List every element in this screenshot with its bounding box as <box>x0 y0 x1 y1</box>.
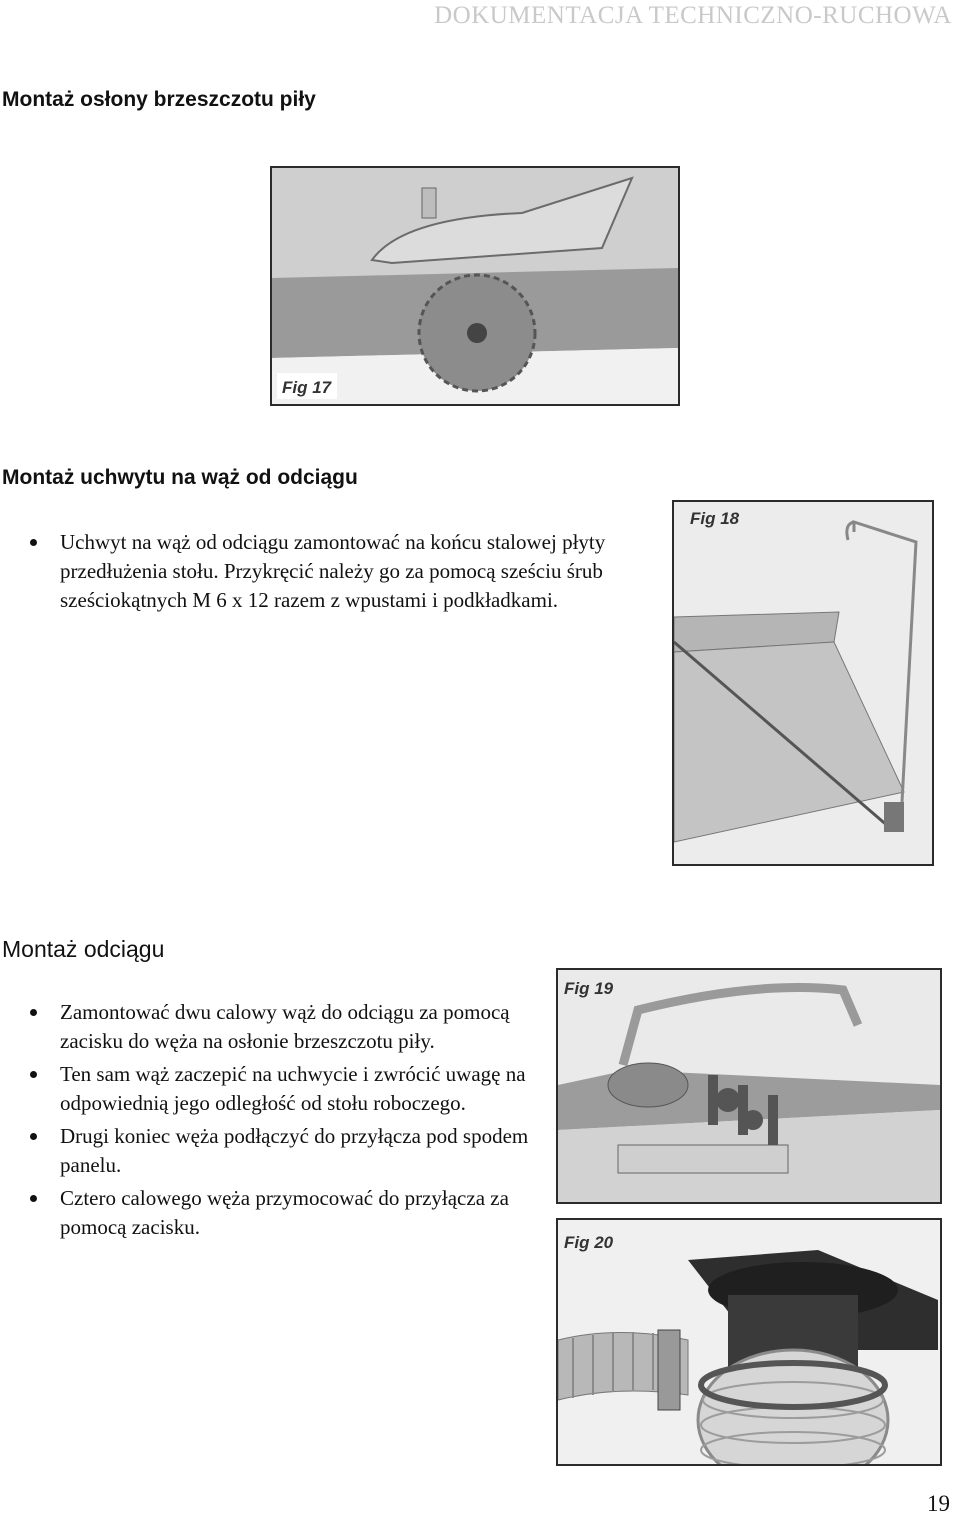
fig18-label: Fig 18 <box>690 509 740 528</box>
figure-17-image <box>272 168 678 404</box>
list-item: Zamontować dwu calowy wąż do odciągu za pomocą zacisku do węża na osłonie brzeszczotu piły. <box>0 998 540 1056</box>
figure-20 <box>556 1218 942 1466</box>
list-item: Drugi koniec węża podłączyć do przyłącza pod spodem panelu. <box>0 1122 540 1180</box>
page-header <box>0 0 960 36</box>
fig17-label: Fig 17 <box>282 378 332 397</box>
header-title: DOKUMENTACJA TECHNICZNO-RUCHOWA <box>434 2 952 29</box>
figure-18 <box>672 500 934 866</box>
fig19-label: Fig 19 <box>564 979 614 998</box>
list-item: Uchwyt na wąż od odciągu zamontować na końcu stalowej płyty przedłużenia stołu. Przykręcić należy go za pomocą sześciu śrub sześciokątnych M 6 x 12 razem z wpustami i podkładkami. <box>0 528 640 615</box>
page-number: 19 <box>927 1491 950 1516</box>
list-item: Ten sam wąż zaczepić na uchwycie i zwrócić uwagę na odpowiednią jego odległość od stołu roboczego. <box>0 1060 540 1118</box>
fig20-label: Fig 20 <box>564 1233 614 1252</box>
figure-19 <box>556 968 942 1204</box>
figure-20-image <box>558 1220 940 1464</box>
list-item: Cztero calowego węża przymocować do przyłącza za pomocą zacisku. <box>0 1184 540 1242</box>
section-heading-blade-guard: Montaż osłony brzeszczotu piły <box>2 88 316 111</box>
figure-19-image <box>558 970 940 1202</box>
extraction-list <box>0 998 540 1242</box>
figure-17 <box>270 166 680 406</box>
section-heading-extraction: Montaż odciągu <box>2 936 165 962</box>
hose-holder-list <box>0 528 640 615</box>
figure-18-image <box>674 502 932 864</box>
section-heading-hose-holder: Montaż uchwytu na wąż od odciągu <box>2 466 358 489</box>
